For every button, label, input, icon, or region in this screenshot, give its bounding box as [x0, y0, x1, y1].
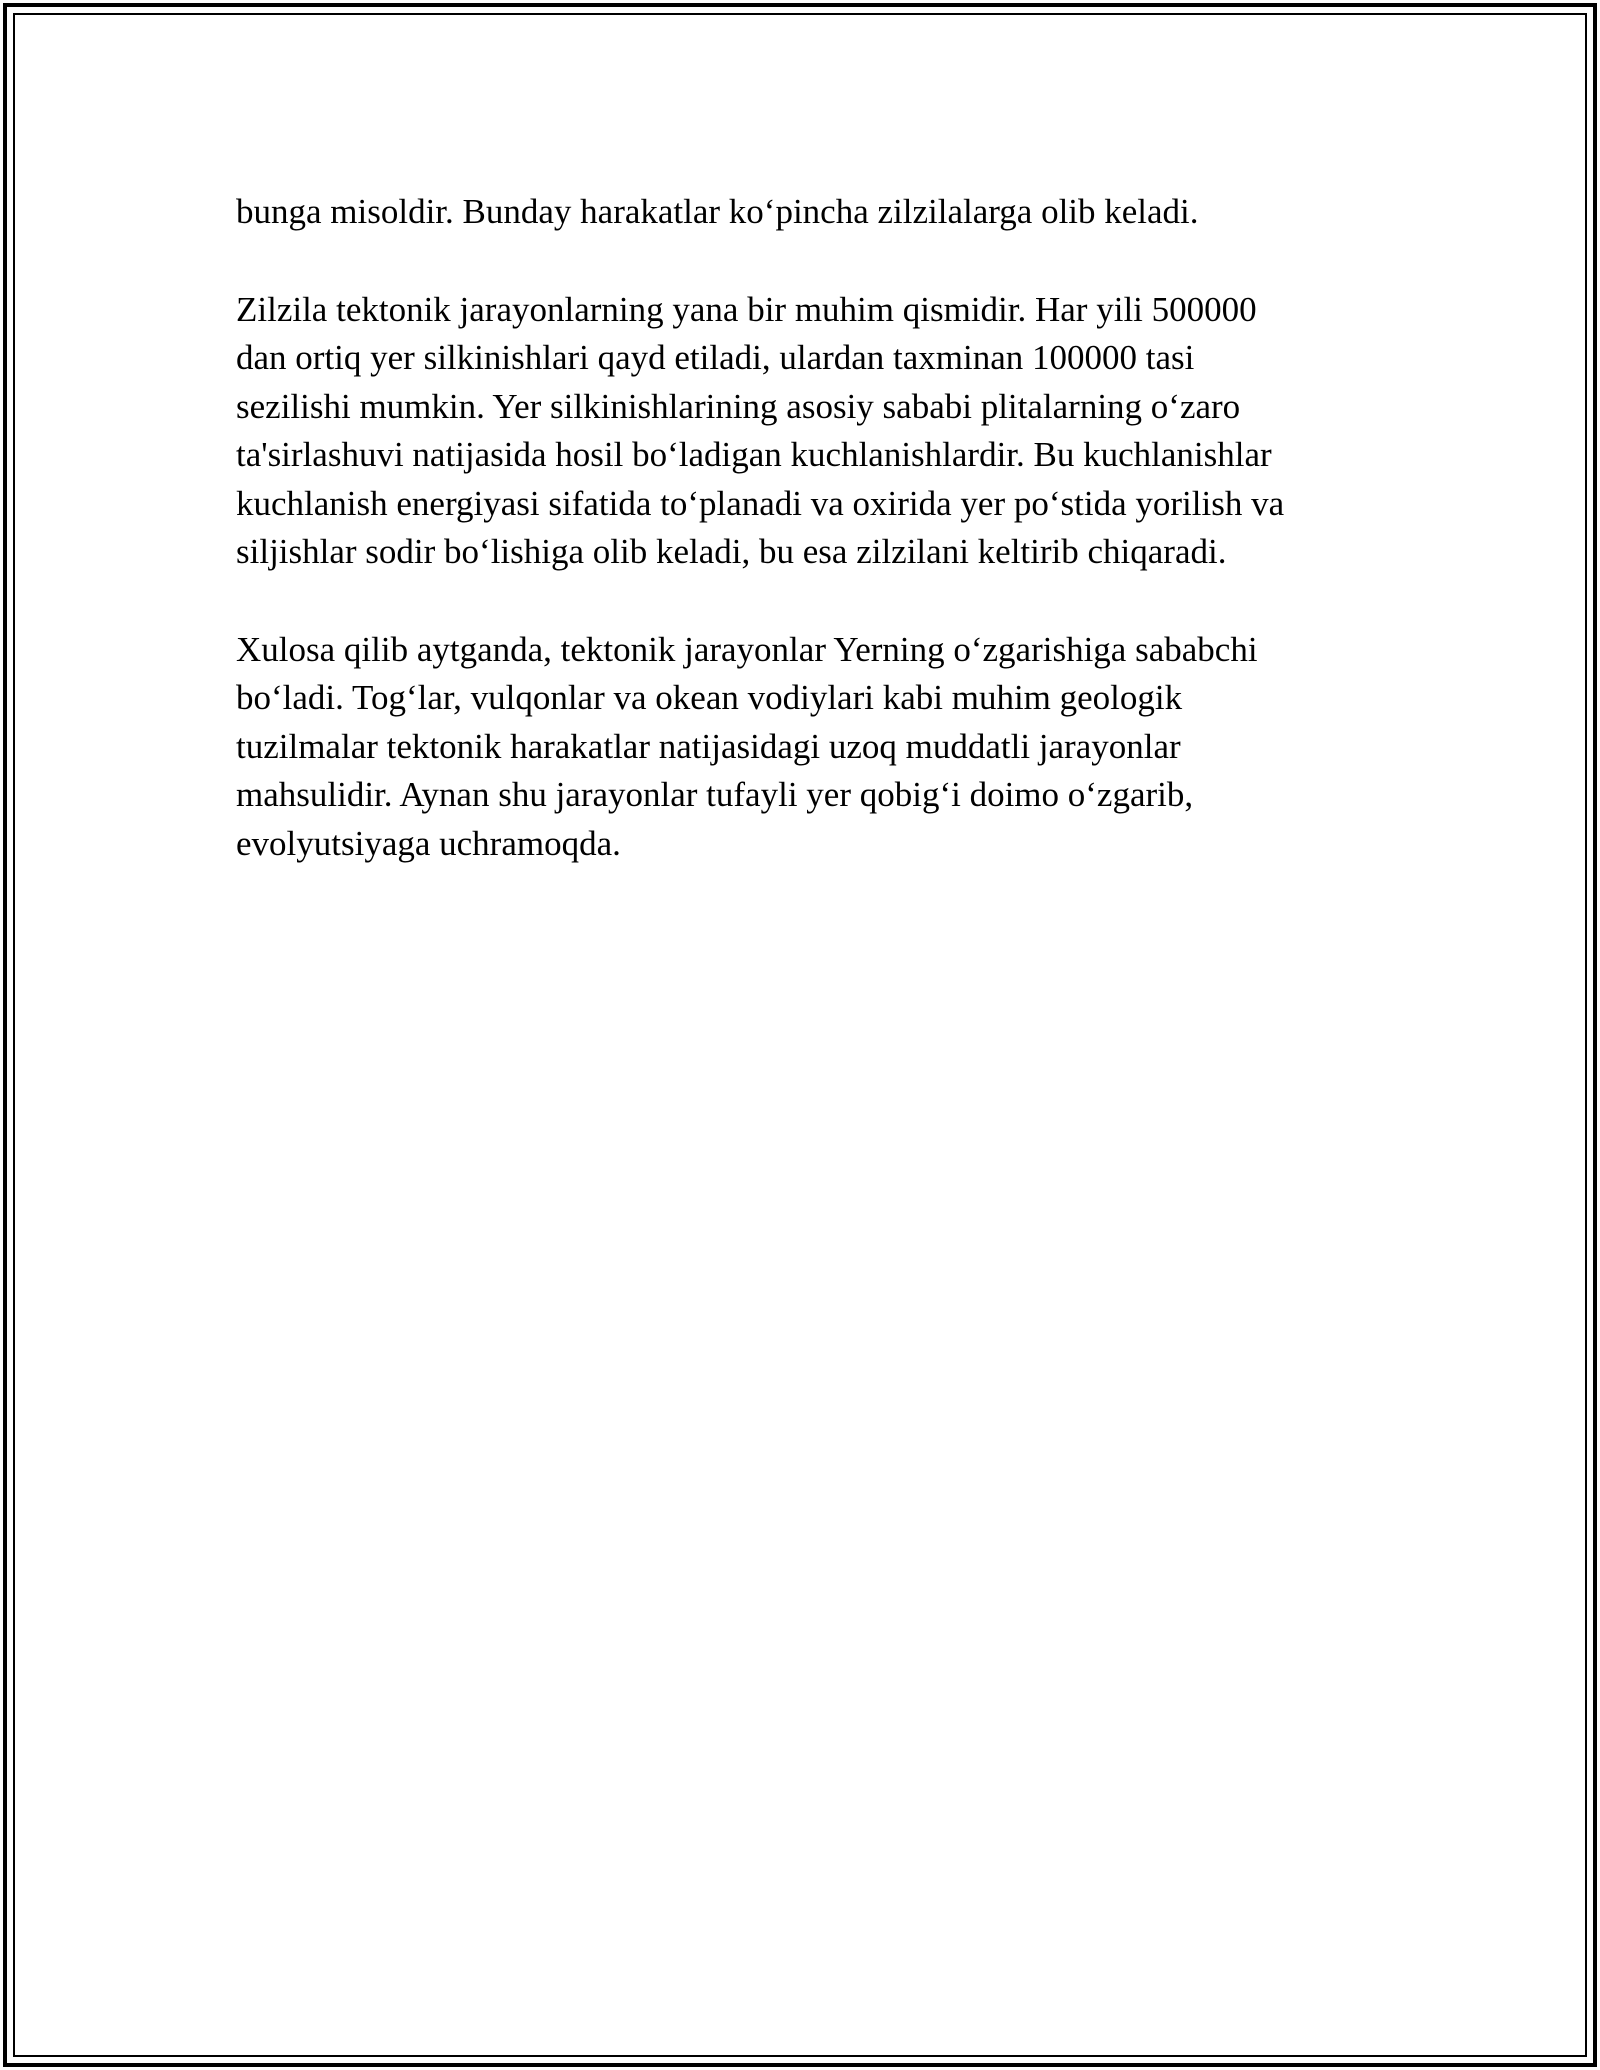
text-line: tuzilmalar tektonik harakatlar natijasidagi uzoq muddatli jarayonlar	[236, 726, 1181, 766]
text-line: dan ortiq yer silkinishlari qayd etiladi, ulardan taxminan 100000 tasi	[236, 338, 1195, 377]
text-line: kuchlanish energiyasi sifatida to‘planadi va oxirida yer po‘stida yorilish va	[236, 483, 1285, 523]
text-line: bunga misoldir. Bunday harakatlar ko‘pincha zilzilalarga olib keladi.	[236, 192, 1199, 231]
text-line: siljishlar sodir bo‘lishiga olib keladi, bu esa zilzilani keltirib chiqaradi.	[236, 532, 1227, 571]
text-line: bo‘ladi. Tog‘lar, vulqonlar va okean vodiylari kabi muhim geologik	[236, 678, 1183, 717]
text-line: Zilzila tektonik jarayonlarning yana bir muhim qismidir. Har yili 500000	[236, 289, 1257, 329]
document-body	[236, 188, 1396, 917]
text-line: ta'sirlashuvi natijasida hosil bo‘ladigan kuchlanishlardir. Bu kuchlanishlar	[236, 435, 1272, 474]
text-line: mahsulidir. Aynan shu jarayonlar tufayli yer qobig‘i doimo o‘zgarib,	[236, 775, 1194, 814]
paragraph-3	[236, 626, 1396, 869]
text-line: sezilishi mumkin. Yer silkinishlarining asosiy sababi plitalarning o‘zaro	[236, 386, 1241, 426]
text-line: Xulosa qilib aytganda, tektonik jarayonlar Yerning o‘zgarishiga sababchi	[236, 629, 1258, 669]
paragraph-1	[236, 188, 1396, 237]
paragraph-2	[236, 286, 1396, 577]
text-line: evolyutsiyaga uchramoqda.	[236, 823, 621, 863]
